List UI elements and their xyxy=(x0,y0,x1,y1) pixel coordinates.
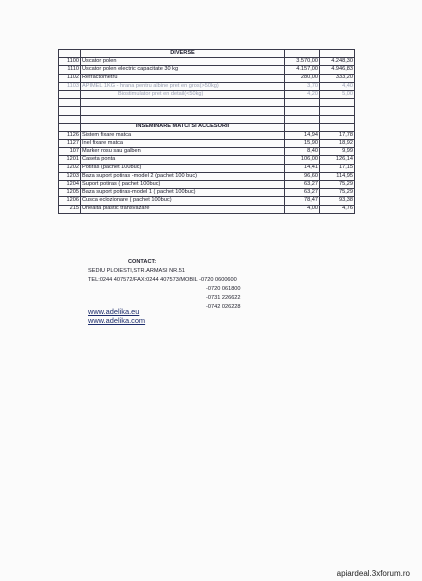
price-incl-vat: 17,15 xyxy=(320,164,355,172)
spacer-row xyxy=(59,115,355,123)
product-code: 1204 xyxy=(59,181,81,189)
product-code: 1126 xyxy=(59,131,81,139)
product-code: 1110 xyxy=(59,66,81,74)
table-row xyxy=(59,164,355,172)
table-row xyxy=(59,172,355,180)
price-incl-vat: 18,92 xyxy=(320,140,355,148)
product-name: Unealta plastic transvazare xyxy=(81,205,285,213)
price-incl-vat: 126,14 xyxy=(320,156,355,164)
website-link-com[interactable]: www.adelika.com xyxy=(88,315,146,325)
price-excl-vat: 14,94 xyxy=(285,131,320,139)
product-name: Refractometru xyxy=(81,74,285,82)
product-name xyxy=(81,90,285,98)
product-code: 107 xyxy=(59,148,81,156)
watermark-footer: apiardeal.3xforum.ro xyxy=(336,569,410,578)
table-row xyxy=(59,181,355,189)
price-excl-vat: 4.157,00 xyxy=(285,66,320,74)
product-name: APIMEL 1KG - hrana pentru albine pret en gros(>50kg) xyxy=(81,82,285,90)
table-row xyxy=(59,189,355,197)
price-incl-vat: 333,20 xyxy=(320,74,355,82)
contact-phone: -0720 061800 xyxy=(206,286,241,292)
product-name: Caseta ponta xyxy=(81,156,285,164)
product-code xyxy=(59,90,81,98)
product-code: 1205 xyxy=(59,189,81,197)
price-excl-vat: 106,00 xyxy=(285,156,320,164)
product-name: Suport potiras ( pachet 100buc) xyxy=(81,181,285,189)
table-row xyxy=(59,58,355,66)
section-title: DIVERSE xyxy=(81,50,285,58)
price-incl-vat: 4.946,83 xyxy=(320,66,355,74)
product-name: Uscator polen xyxy=(81,58,285,66)
product-name: Baza suport potiras -model 2 (pachet 100 buc) xyxy=(81,172,285,180)
price-incl-vat: 75,29 xyxy=(320,189,355,197)
section-header xyxy=(59,50,355,58)
price-table xyxy=(58,49,355,214)
price-incl-vat: 75,29 xyxy=(320,181,355,189)
contact-title: CONTACT: xyxy=(128,259,157,265)
price-incl-vat: 17,78 xyxy=(320,131,355,139)
section-title: INSEMINARE MATCI SI ACCESORII xyxy=(81,123,285,131)
product-name-text: Biostimulator pret en detail(<50kg) xyxy=(118,90,204,97)
price-excl-vat: 15,90 xyxy=(285,140,320,148)
product-code: 1102 xyxy=(59,74,81,82)
website-link-eu[interactable]: www.adelika.eu xyxy=(88,307,140,316)
product-name: Inel fixare matca xyxy=(81,140,285,148)
price-excl-vat: 4,00 xyxy=(285,205,320,213)
table-row xyxy=(59,74,355,82)
spacer-row xyxy=(59,99,355,107)
product-name: Cusca eclozionare ( pachet 100buc) xyxy=(81,197,285,205)
price-excl-vat: 3,70 xyxy=(285,82,320,90)
product-code: 1100 xyxy=(59,58,81,66)
price-incl-vat: 9,99 xyxy=(320,148,355,156)
table-row xyxy=(59,140,355,148)
product-name: Uscator polen electric capacitate 30 kg xyxy=(81,66,285,74)
product-code: 1203 xyxy=(59,172,81,180)
price-incl-vat: 4.248,30 xyxy=(320,58,355,66)
price-excl-vat: 63,27 xyxy=(285,181,320,189)
product-code: 1103 xyxy=(59,82,81,90)
section-header xyxy=(59,123,355,131)
table-row xyxy=(59,156,355,164)
product-code: 1201 xyxy=(59,156,81,164)
table-row xyxy=(59,90,355,98)
product-code: 1202 xyxy=(59,164,81,172)
price-excl-vat: 78,47 xyxy=(285,197,320,205)
contact-address: SEDIU PLOIESTI,STR.ARMASI NR.51 xyxy=(88,268,185,274)
table-row xyxy=(59,82,355,90)
price-excl-vat: 4,20 xyxy=(285,90,320,98)
price-excl-vat: 14,41 xyxy=(285,164,320,172)
table-row xyxy=(59,148,355,156)
price-incl-vat: 93,38 xyxy=(320,197,355,205)
price-incl-vat: 114,95 xyxy=(320,172,355,180)
price-incl-vat: 4,76 xyxy=(320,205,355,213)
table-row xyxy=(59,131,355,139)
spacer-row xyxy=(59,107,355,115)
table-row xyxy=(59,197,355,205)
product-name: Potiras (pachet 100buc) xyxy=(81,164,285,172)
contact-phone: -0742 026228 xyxy=(206,304,241,310)
contact-tel: TEL:0244 407572/FAX:0244 407573/MOBIL -0720 0600600 xyxy=(88,277,237,283)
product-name: Baza suport potiras-model 1 ( pachet 100buc) xyxy=(81,189,285,197)
price-excl-vat: 8,40 xyxy=(285,148,320,156)
price-excl-vat: 63,27 xyxy=(285,189,320,197)
table-row xyxy=(59,205,355,213)
price-excl-vat: 96,60 xyxy=(285,172,320,180)
product-code: 215 xyxy=(59,205,81,213)
price-incl-vat: 5,00 xyxy=(320,90,355,98)
price-incl-vat: 4,40 xyxy=(320,82,355,90)
contact-phone: -0731 226622 xyxy=(206,295,241,301)
website-links xyxy=(88,308,145,325)
product-name: Marker rosu sau galben xyxy=(81,148,285,156)
price-excl-vat: 3.570,00 xyxy=(285,58,320,66)
price-excl-vat: 280,00 xyxy=(285,74,320,82)
table-row xyxy=(59,66,355,74)
product-code: 1127 xyxy=(59,140,81,148)
product-name: Sistem fixare matca xyxy=(81,131,285,139)
product-code: 1206 xyxy=(59,197,81,205)
